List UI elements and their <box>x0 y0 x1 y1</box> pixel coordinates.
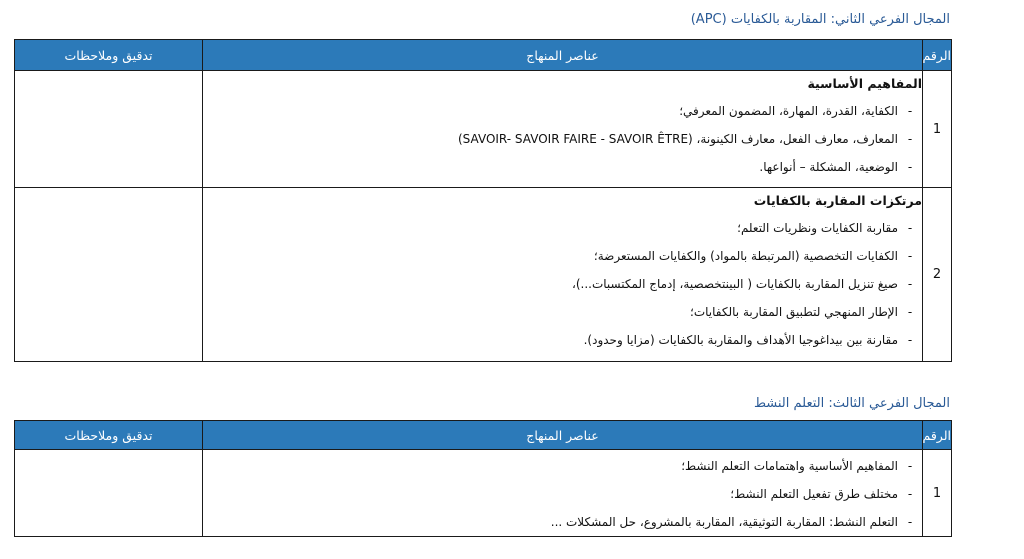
section-3-title: المجال الفرعي الثالث: التعلم النشط <box>753 396 950 411</box>
row-elements <box>203 71 923 188</box>
list-item: -المفاهيم الأساسية واهتمامات التعلم النشط؛ <box>203 452 922 480</box>
header-number: الرقم <box>923 40 952 71</box>
list-item: -المعارف، معارف الفعل، معارف الكينونة، (SAVOIR- SAVOIR FAIRE - SAVOIR ÊTRE) <box>203 125 922 153</box>
list-item: -صيغ تنزيل المقاربة بالكفايات ( البينتخصصية، إدماج المكتسبات...)، <box>203 270 922 298</box>
notes-cell[interactable] <box>15 71 203 188</box>
section-3-table <box>14 420 952 537</box>
bullet-dash: - <box>907 305 913 319</box>
list-item: -الإطار المنهجي لتطبيق المقاربة بالكفايات؛ <box>203 298 922 326</box>
bullet-dash: - <box>907 104 913 118</box>
table-row <box>15 71 952 188</box>
list-item: -مقارنة بين بيداغوجيا الأهداف والمقاربة بالكفايات (مزايا وحدود). <box>203 326 922 354</box>
table-row <box>15 450 952 537</box>
header-curriculum-elements: عناصر المنهاج <box>203 421 923 450</box>
section-2-title: المجال الفرعي الثاني: المقاربة بالكفايات (APC) <box>690 12 950 27</box>
notes-cell[interactable] <box>15 188 203 362</box>
list-item: -مقاربة الكفايات ونظريات التعلم؛ <box>203 214 922 242</box>
table-header-row <box>15 421 952 450</box>
header-number: الرقم <box>923 421 952 450</box>
bullet-dash: - <box>907 132 913 146</box>
group-title: المفاهيم الأساسية <box>807 76 922 91</box>
bullet-dash: - <box>907 277 913 291</box>
row-number: 1 <box>923 450 952 537</box>
row-elements <box>203 188 923 362</box>
list-item: -الكفاية، القدرة، المهارة، المضمون المعرفي؛ <box>203 97 922 125</box>
list-item: -التعلم النشط: المقاربة التوثيقية، المقاربة بالمشروع، حل المشكلات ... <box>203 508 922 536</box>
table-row <box>15 188 952 362</box>
bullet-dash: - <box>907 221 913 235</box>
table-header-row <box>15 40 952 71</box>
row-number: 1 <box>923 71 952 188</box>
group-title: مرتكزات المقاربة بالكفايات <box>753 193 922 208</box>
section-2-table <box>14 39 952 362</box>
bullet-dash: - <box>907 249 913 263</box>
bullet-dash: - <box>907 333 913 347</box>
list-item: -الكفايات التخصصية (المرتبطة بالمواد) والكفايات المستعرضة؛ <box>203 242 922 270</box>
row-elements <box>203 450 923 537</box>
header-review-notes: تدقيق وملاحظات <box>15 421 203 450</box>
notes-cell[interactable] <box>15 450 203 537</box>
bullet-dash: - <box>907 515 913 529</box>
bullet-dash: - <box>907 459 913 473</box>
header-curriculum-elements: عناصر المنهاج <box>203 40 923 71</box>
header-review-notes: تدقيق وملاحظات <box>15 40 203 71</box>
bullet-dash: - <box>907 487 913 501</box>
bullet-dash: - <box>907 160 913 174</box>
row-number: 2 <box>923 188 952 362</box>
list-item: -الوضعية، المشكلة – أنواعها. <box>203 153 922 181</box>
list-item: -مختلف طرق تفعيل التعلم النشط؛ <box>203 480 922 508</box>
